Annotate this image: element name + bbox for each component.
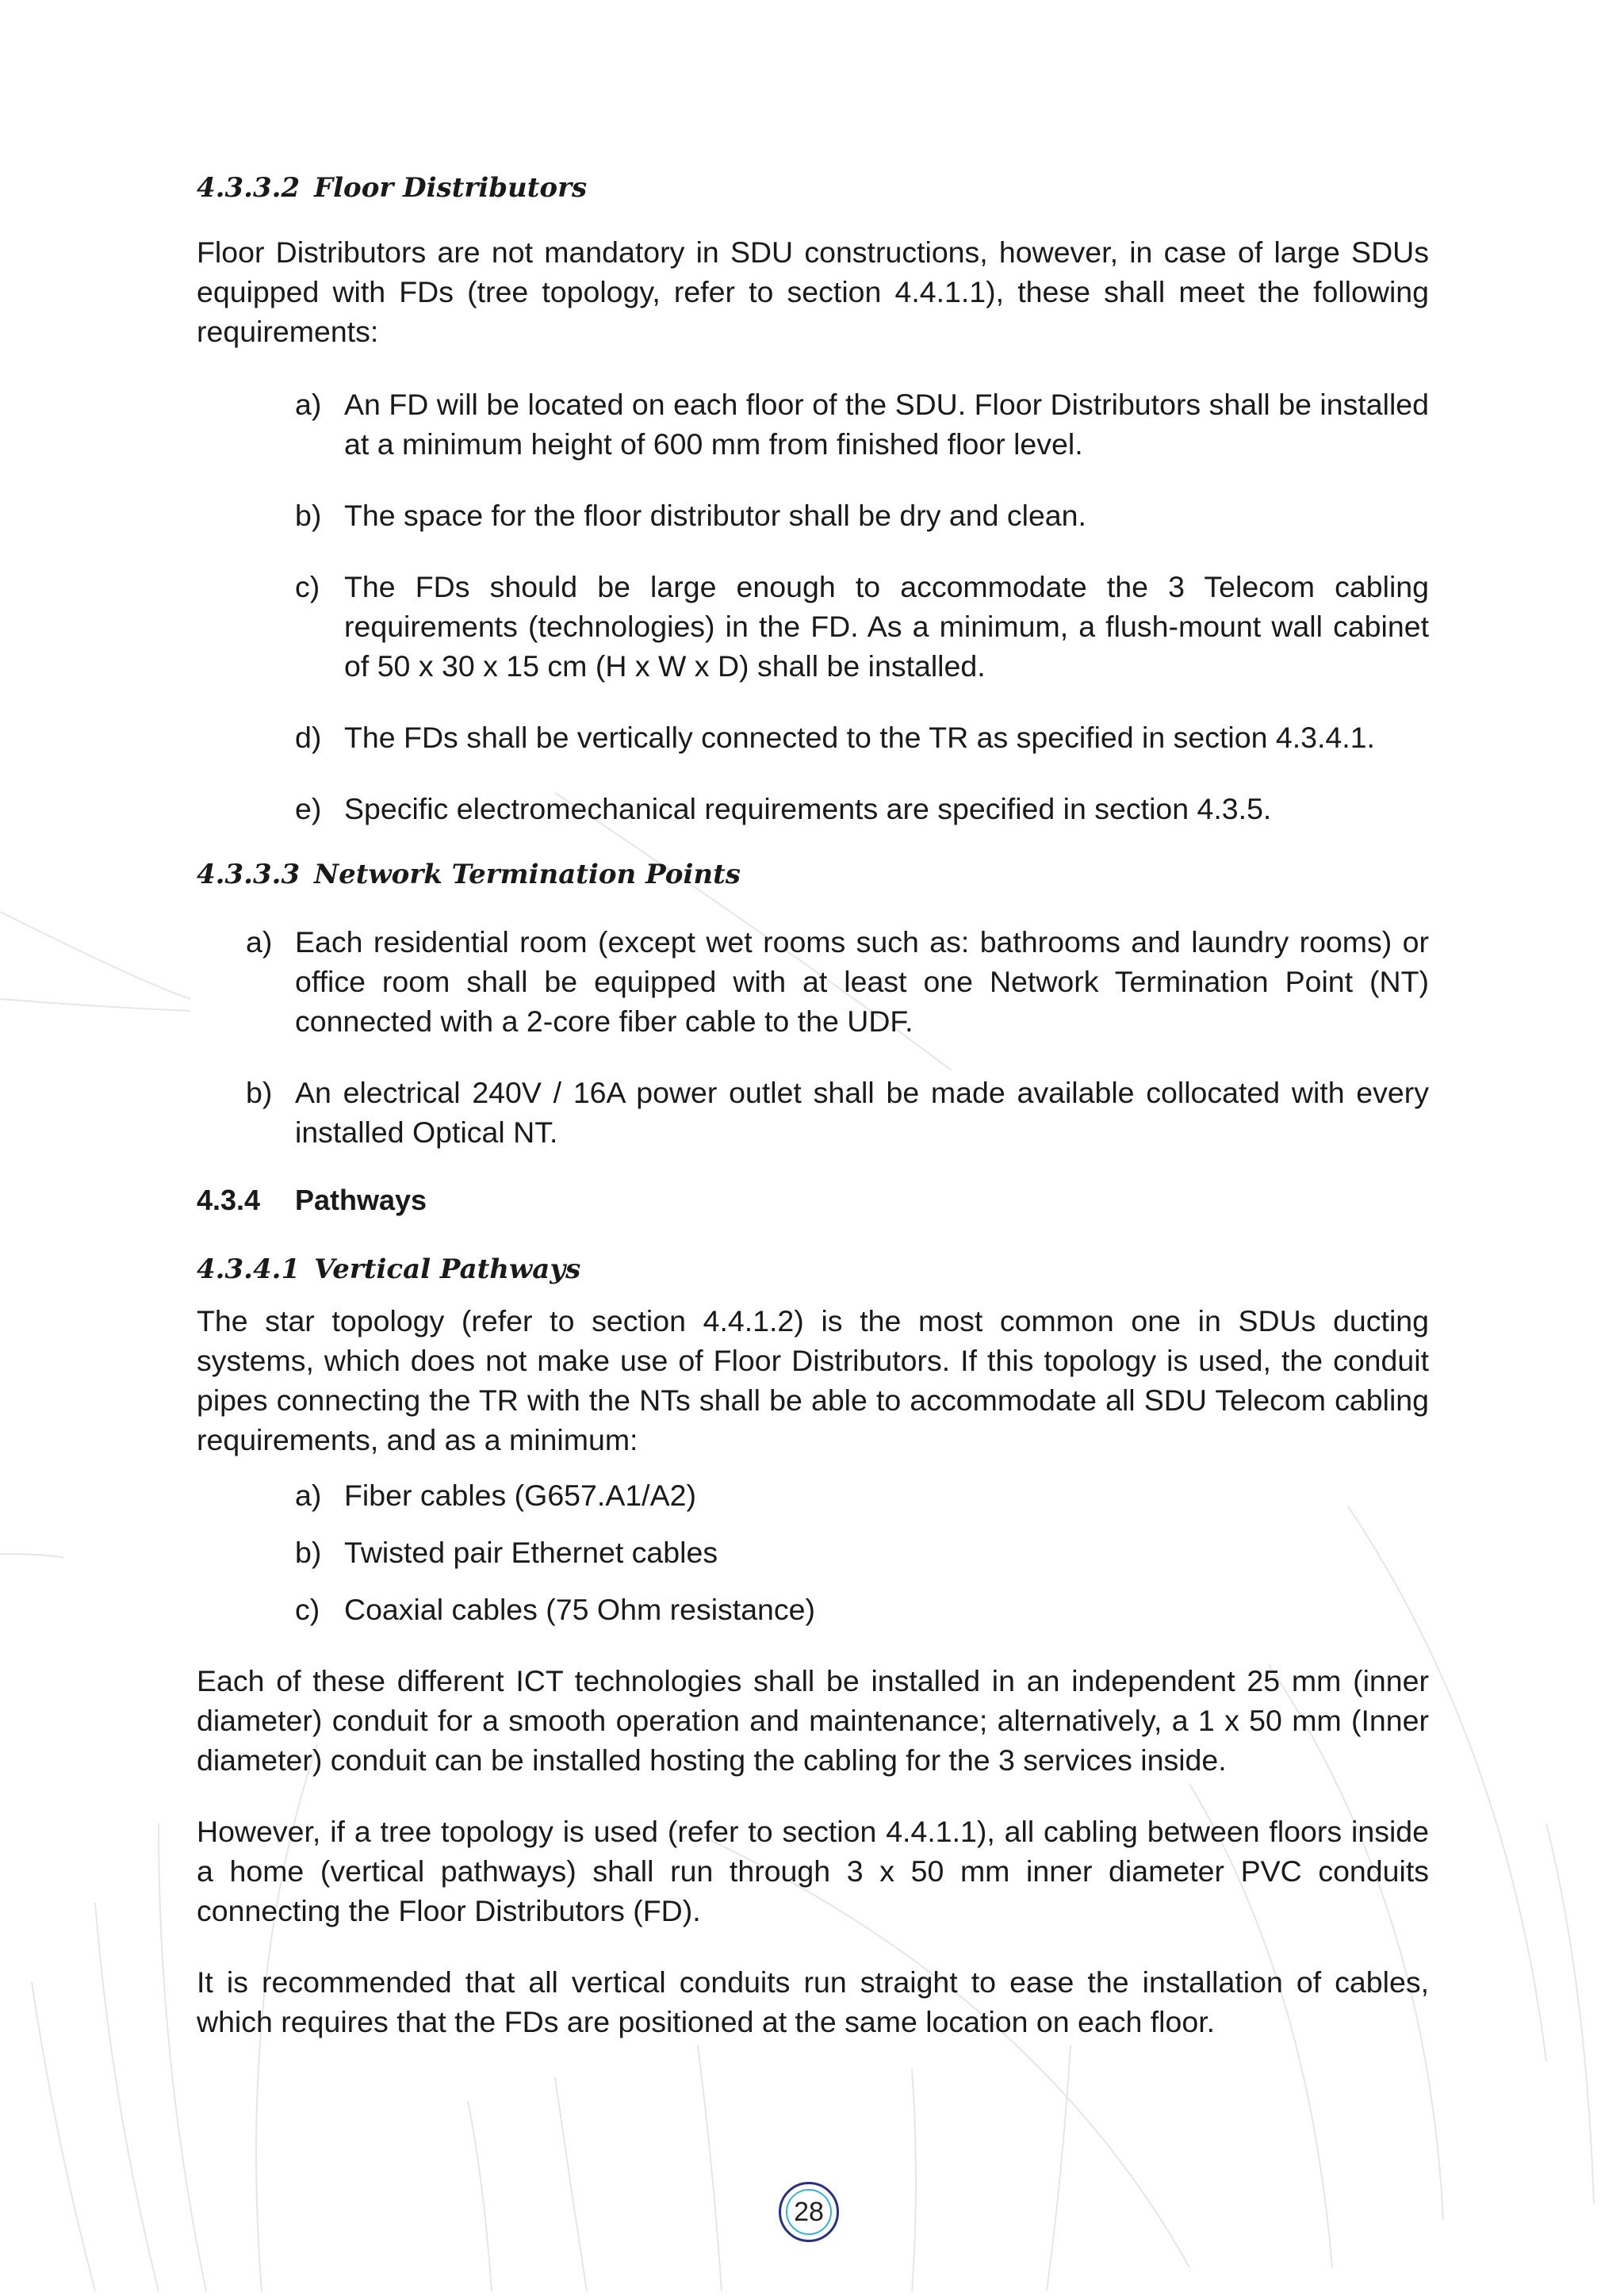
- list-item: e) Specific electromechanical requirements are specified in section 4.3.5.: [295, 792, 1272, 825]
- section-heading-4-3-4: 4.3.4 Pathways: [197, 1184, 427, 1216]
- list-item: c) Coaxial cables (75 Ohm resistance): [295, 1593, 815, 1626]
- paragraph: It is recommended that all vertical conduits run straight to ease the installation of cables, which requires that the FDs are positioned at the same location on each floor.: [197, 1965, 1429, 2038]
- list-item: b) An electrical 240V / 16A power outlet shall be made available collocated with every installed Optical NT.: [246, 1076, 1429, 1149]
- list-item: a) An FD will be located on each floor of the SDU. Floor Distributors shall be installed at a minimum height of 600 mm from finished floor level.: [295, 388, 1429, 461]
- list-item: a) Fiber cables (G657.A1/A2): [295, 1479, 696, 1512]
- paragraph: The star topology (refer to section 4.4.1.2) is the most common one in SDUs ducting systems, which does not make use of Floor Distributors. If this topology is used, the conduit pipes connecting the TR with the NTs shall be able to accommodate all SDU Telecom cabling requirements, and as a minimum:: [197, 1304, 1429, 1456]
- list-item: c) The FDs should be large enough to accommodate the 3 Telecom cabling requirements (technologies) in the FD. As a minimum, a flush-mount wall cabinet of 50 x 30 x 15 cm (H x W x D) shall be installed.: [295, 570, 1429, 683]
- section-heading-4-3-3-3: 4.3.3.3 Network Termination Points: [197, 859, 741, 890]
- paragraph: Floor Distributors are not mandatory in SDU constructions, however, in case of large SDUs equipped with FDs (tree topology, refer to section 4.4.1.1), these shall meet the following requirements:: [197, 235, 1429, 348]
- list-item: b) Twisted pair Ethernet cables: [295, 1536, 718, 1569]
- paragraph: However, if a tree topology is used (refer to section 4.4.1.1), all cabling between floors inside a home (vertical pathways) shall run through 3 x 50 mm inner diameter PVC conduits connecting the Floor Distributors (FD).: [197, 1815, 1429, 1927]
- list-item: b) The space for the floor distributor shall be dry and clean.: [295, 499, 1086, 532]
- list-item: d) The FDs shall be vertically connected to the TR as specified in section 4.3.4.1.: [295, 721, 1375, 754]
- section-heading-4-3-4-1: 4.3.4.1 Vertical Pathways: [197, 1253, 581, 1285]
- list-item: a) Each residential room (except wet rooms such as: bathrooms and laundry rooms) or office room shall be equipped with at least one Network Termination Point (NT) connected with a 2-core fiber cable to the UDF.: [246, 925, 1429, 1038]
- page-number-badge: [779, 2182, 839, 2242]
- paragraph: Each of these different ICT technologies shall be installed in an independent 25 mm (inner diameter) conduit for a smooth operation and maintenance; alternatively, a 1 x 50 mm (Inner diameter) conduit can be installed hosting the cabling for the 3 services inside.: [197, 1664, 1429, 1777]
- section-heading-4-3-3-2: 4.3.3.2 Floor Distributors: [197, 172, 588, 204]
- page-number: 28: [786, 2189, 832, 2235]
